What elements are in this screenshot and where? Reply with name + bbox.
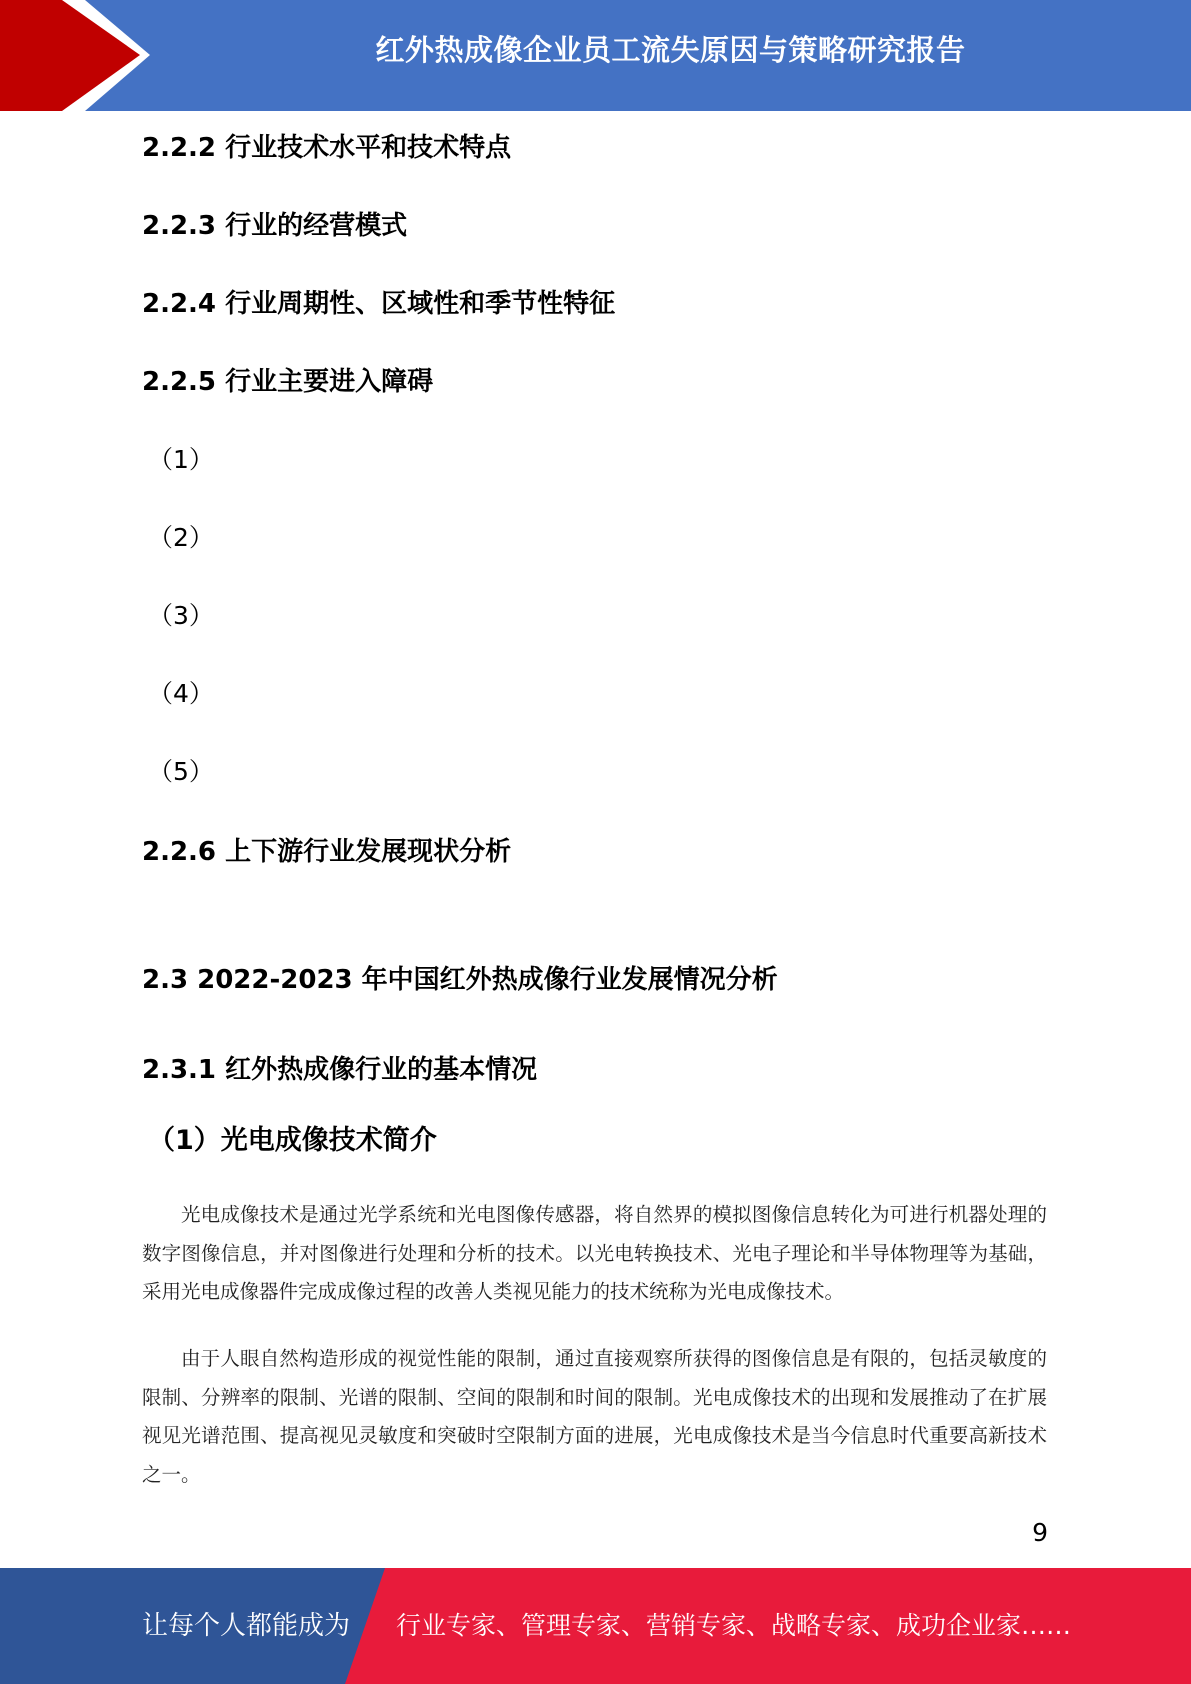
heading-2-2-5: 2.2.5 行业主要进入障碍 bbox=[142, 367, 434, 397]
heading-2-2-3: 2.2.3 行业的经营模式 bbox=[142, 211, 408, 241]
footer-slogan-right: 行业专家、管理专家、营销专家、战略专家、成功企业家…… bbox=[396, 1611, 1072, 1640]
heading-2-2-4: 2.2.4 行业周期性、区域性和季节性特征 bbox=[142, 289, 616, 319]
subheading-photoelectric-imaging: （1）光电成像技术简介 bbox=[148, 1125, 437, 1156]
heading-2-3-1: 2.3.1 红外热成像行业的基本情况 bbox=[142, 1055, 538, 1085]
heading-2-2-2: 2.2.2 行业技术水平和技术特点 bbox=[142, 133, 512, 163]
barrier-item-3: （3） bbox=[148, 601, 214, 630]
barrier-item-5: （5） bbox=[148, 757, 214, 786]
header-chevron-arrow bbox=[0, 0, 140, 111]
page-header bbox=[0, 0, 1191, 111]
barrier-item-2: （2） bbox=[148, 523, 214, 552]
page-number: 9 bbox=[1032, 1518, 1048, 1547]
barrier-item-4: （4） bbox=[148, 679, 214, 708]
report-title: 红外热成像企业员工流失原因与策略研究报告 bbox=[375, 33, 966, 67]
page-footer bbox=[0, 1568, 1191, 1684]
footer-slogan-left: 让每个人都能成为 bbox=[142, 1611, 351, 1641]
heading-2-2-6: 2.2.6 上下游行业发展现状分析 bbox=[142, 837, 512, 867]
paragraph-1: 光电成像技术是通过光学系统和光电图像传感器，将自然界的模拟图像信息转化为可进行机器处理的数字图像信息，并对图像进行处理和分析的技术。以光电转换技术、光电子理论和半导体物理等为基础，采用光电成像器件完成成像过程的改善人类视见能力的技术统称为光电成像技术。 bbox=[142, 1203, 1047, 1303]
barrier-item-1: （1） bbox=[148, 445, 214, 474]
paragraph-2: 由于人眼自然构造形成的视觉性能的限制，通过直接观察所获得的图像信息是有限的，包括灵敏度的限制、分辨率的限制、光谱的限制、空间的限制和时间的限制。光电成像技术的出现和发展推动了在扩展视见光谱范围、提高视见灵敏度和突破时空限制方面的进展，光电成像技术是当今信息时代重要高新技术之一。 bbox=[142, 1347, 1047, 1486]
heading-2-3: 2.3 2022-2023 年中国红外热成像行业发展情况分析 bbox=[142, 965, 778, 995]
